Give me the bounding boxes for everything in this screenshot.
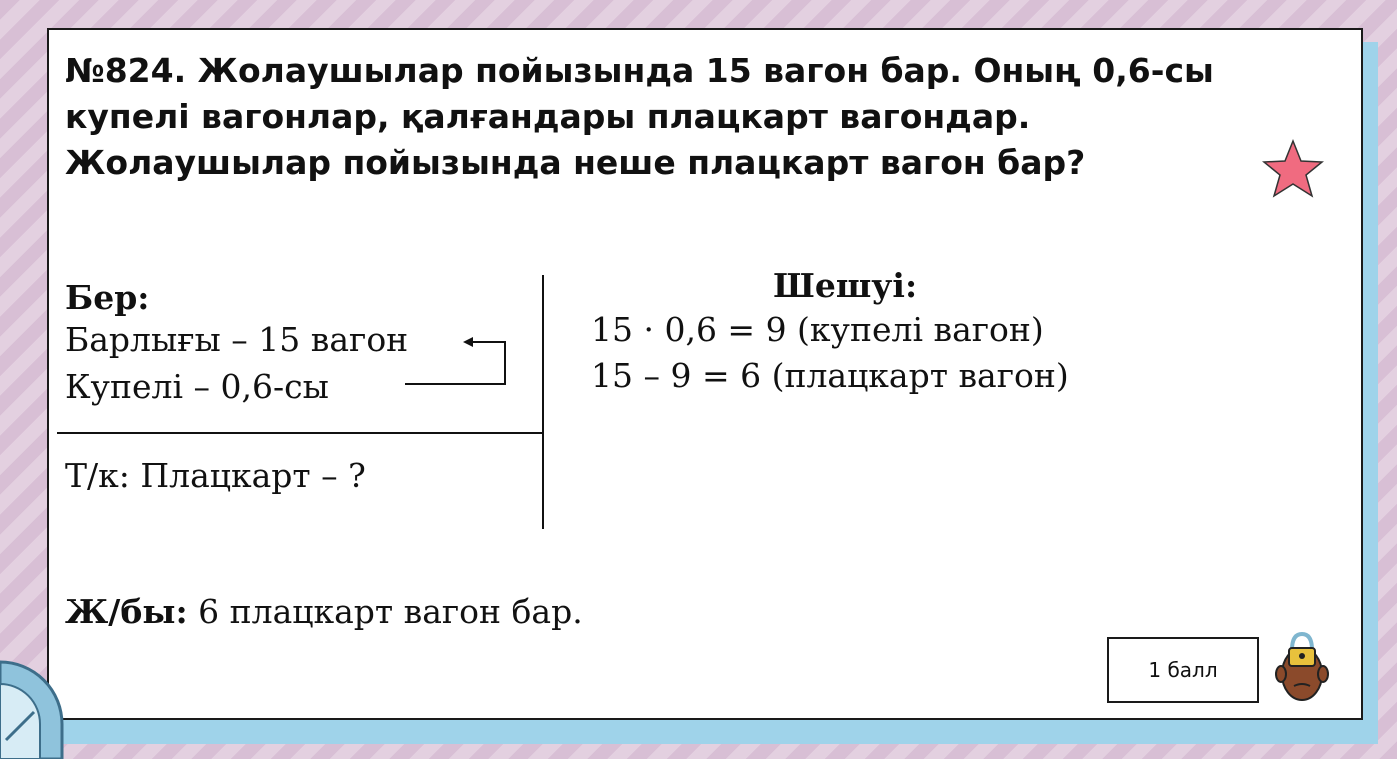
problem-card [47, 28, 1363, 720]
score-button[interactable] [1107, 637, 1259, 703]
protractor-icon [0, 650, 80, 759]
score-label: 1 балл [1148, 658, 1218, 682]
solution-step-2: 15 – 9 = 6 (плацкарт вагон) [591, 356, 1069, 395]
horizontal-divider [57, 432, 543, 434]
solution-step-1: 15 · 0,6 = 9 (купелі вагон) [591, 310, 1044, 349]
answer [65, 592, 583, 631]
vertical-divider [542, 275, 544, 529]
to-find: Т/к: Плацкарт – ? [65, 456, 366, 495]
given-total: Барлығы – 15 вагон [65, 320, 409, 359]
locked-head-icon[interactable] [1272, 630, 1332, 706]
answer-text: 6 плацкарт вагон бар. [198, 592, 583, 631]
star-icon [1261, 138, 1325, 200]
solution-title: Шешуі: [773, 266, 918, 305]
problem-text: №824. Жолаушылар пойызында 15 вагон бар. Оның 0,6-сы купелі вагонлар, қалғандары плацкарт вагондар. Жолаушылар пойызында неше плацкарт вагон бар? [65, 51, 1214, 182]
arrow-connector [401, 330, 511, 390]
answer-label: Ж/бы: [65, 592, 188, 631]
given-coupe: Купелі – 0,6-сы [65, 367, 329, 406]
given-title: Бер: [65, 278, 150, 317]
